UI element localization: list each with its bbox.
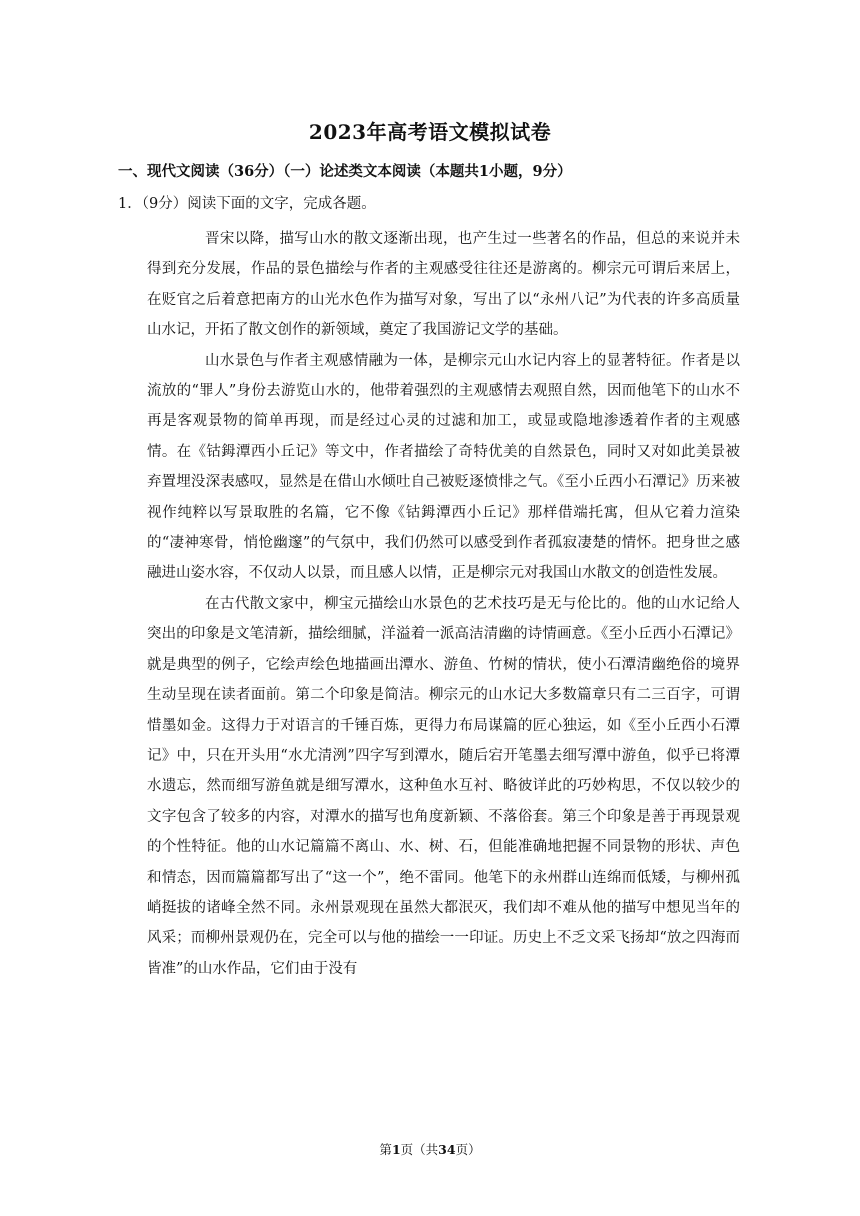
question-points: （9分） <box>141 196 188 212</box>
footer-mid: 页（共 <box>400 1142 439 1157</box>
reading-passage <box>147 224 740 984</box>
question-number: 1． <box>118 196 142 212</box>
footer-suffix: 页） <box>455 1142 481 1157</box>
footer-page-number: 1 <box>391 1142 401 1157</box>
page-title: 2023年高考语文模拟试卷 <box>308 120 552 144</box>
question-1 <box>118 192 376 213</box>
passage-paragraph: 晋宋以降，描写山水的散文逐渐出现，也产生过一些著名的作品，但总的来说并未得到充分发展，作品的景色描绘与作者的主观感受往往还是游离的。柳宗元可谓后来居上，在贬官之后着意把南方的山光水色作为描写对象，写出了以“永州八记”为代表的许多高质量山水记，开拓了散文创作的新领域，奠定了我国游记文学的基础。 <box>147 231 740 339</box>
passage-paragraph: 山水景色与作者主观感情融为一体，是柳宗元山水记内容上的显著特征。作者是以流放的“罪人”身份去游览山水的，他带着强烈的主观感情去观照自然，因而他笔下的山水不再是客观景物的简单再现，而是经过心灵的过滤和加工，或显或隐地渗透着作者的主观感情。在《钴鉧潭西小丘记》等文中，作者描绘了奇特优美的自然景色，同时又对如此美景被弃置埋没深表感叹，显然是在借山水倾吐自己被贬逐愤悱之气。《至小丘西小石潭记》历来被视作纯粹以写景取胜的名篇，它不像《钴鉧潭西小丘记》那样借端托寓，但从它着力渲染的“凄神寒骨，悄怆幽邃”的气氛中，我们仍然可以感受到作者孤寂凄楚的情怀。把身世之感融进山姿水容，不仅动人以景，而且感人以情，正是柳宗元对我国山水散文的创造性发展。 <box>147 352 740 582</box>
passage-paragraph: 在古代散文家中，柳宝元描绘山水景色的艺术技巧是无与伦比的。他的山水记给人突出的印象是文笔清新，描绘细腻，洋溢着一派高洁清幽的诗情画意。《至小丘西小石潭记》就是典型的例子，它绘声绘色地描画出潭水、游鱼、竹树的情状，使小石潭清幽绝俗的境界生动呈现在读者面前。第二个印象是简洁。柳宗元的山水记大多数篇章只有二三百字，可谓惜墨如金。这得力于对语言的千锤百炼，更得力布局谋篇的匠心独运，如《至小丘西小石潭记》中，只在开头用“水尤清洌”四字写到潭水，随后宕开笔墨去细写潭中游鱼，似乎已将潭水遗忘，然而细写游鱼就是细写潭水，这种鱼水互衬、略彼详此的巧妙构思，不仅以较少的文字包含了较多的内容，对潭水的描写也角度新颖、不落俗套。第三个印象是善于再现景观的个性特征。他的山水记篇篇不离山、水、树、石，但能准确地把握不同景物的形状、声色和情态，因而篇篇都写出了“这一个”，绝不雷同。他笔下的永州群山连绵而低矮，与柳州孤峭挺拔的诸峰全然不同。永州景观现在虽然大都泯灭，我们却不难从他的描写中想见当年的风采；而柳州景观仍在，完全可以与他的描绘一一印证。历史上不乏文采飞扬却“放之四海而皆准”的山水作品，它们由于没有 <box>147 595 740 977</box>
footer-total-pages: 34 <box>438 1142 456 1157</box>
section-heading: 一、现代文阅读（36分）（一）论述类文本阅读（本题共1小题，9分） <box>118 163 572 180</box>
question-instruction: 阅读下面的文字，完成各题。 <box>187 196 376 212</box>
footer-prefix: 第 <box>379 1142 392 1157</box>
page-footer <box>0 1140 860 1158</box>
